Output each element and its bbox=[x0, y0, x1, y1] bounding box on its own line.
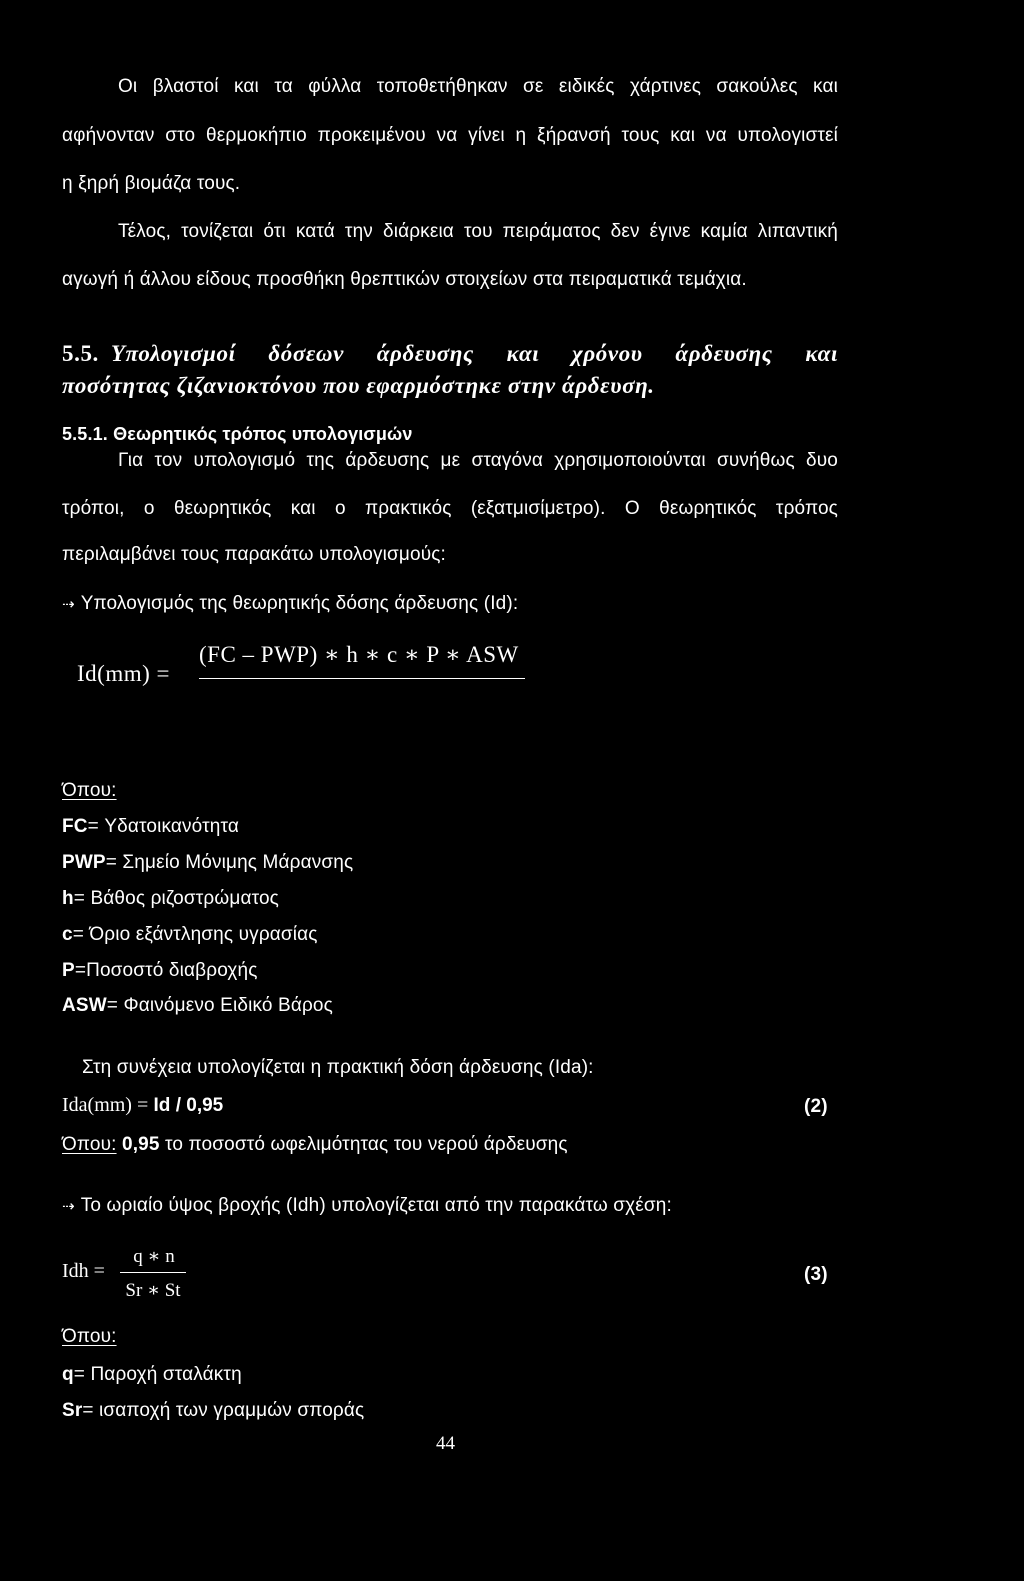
def-q bbox=[62, 1364, 242, 1386]
def-term: Sr bbox=[62, 1400, 83, 1421]
bullet-theoretical-dose-text: Υπολογισμός της θεωρητικής δόσης άρδευσης (Id): bbox=[80, 593, 519, 614]
bullet-hourly-rainfall bbox=[62, 1195, 672, 1217]
para2-line-2: τρόποι, ο θεωρητικός και ο πρακτικός (εξατμισίμετρο). Ο θεωρητικός τρόπος bbox=[62, 498, 838, 519]
formula3-denominator: Sr ∗ St bbox=[125, 1280, 181, 1301]
def-c bbox=[62, 924, 318, 946]
formula1-numerator: (FC – PWP) ∗ h ∗ c ∗ P ∗ ASW bbox=[199, 642, 519, 667]
equation-number-2: (2) bbox=[804, 1096, 828, 1117]
formula3-fraction-bar bbox=[120, 1272, 186, 1273]
subsection-number: 5.5.1. bbox=[62, 424, 108, 444]
section-title-line-2: ποσότητας ζιζανιοκτόνου που εφαρμόστηκε στην άρδευση. bbox=[62, 373, 655, 398]
formula2 bbox=[62, 1094, 223, 1117]
para2-line-1: Για τον υπολογισμό της άρδευσης με σταγόνα χρησιμοποιούνται συνήθως δυο bbox=[118, 450, 838, 471]
def-term: P bbox=[62, 960, 75, 981]
intro-line-2: αφήνονταν στο θερμοκήπιο προκειμένου να γίνει η ξήρανσή τους και να υπολογιστεί bbox=[62, 125, 838, 146]
formula2-rhs: Id / 0,95 bbox=[153, 1095, 224, 1116]
page-number: 44 bbox=[436, 1433, 455, 1454]
where2-text: το ποσοστό ωφελιμότητας του νερού άρδευσης bbox=[165, 1134, 568, 1155]
def-text: =Ποσοστό διαβροχής bbox=[74, 960, 258, 981]
def-term: FC bbox=[62, 816, 88, 837]
def-pwp bbox=[62, 852, 353, 874]
bullet-theoretical-dose bbox=[62, 593, 518, 615]
where3-label: Όπου: bbox=[62, 1326, 117, 1347]
practical-intro: Στη συνέχεια υπολογίζεται η πρακτική δόση άρδευσης (Ida): bbox=[82, 1057, 594, 1078]
subsection-title: Θεωρητικός τρόπος υπολογισμών bbox=[113, 424, 413, 444]
intro-line-4: Τέλος, τονίζεται ότι κατά την διάρκεια του πειράματος δεν έγινε καμία λιπαντική bbox=[118, 221, 838, 242]
def-text: = Όριο εξάντλησης υγρασίας bbox=[72, 924, 318, 945]
intro-line-1: Οι βλαστοί και τα φύλλα τοποθετήθηκαν σε ειδικές χάρτινες σακούλες και bbox=[118, 76, 838, 97]
bullet-hourly-rainfall-text: Το ωριαίο ύψος βροχής (Idh) υπολογίζεται από την παρακάτω σχέση: bbox=[80, 1195, 672, 1216]
arrow-right-icon: ⇢ bbox=[62, 595, 75, 613]
def-term: h bbox=[62, 888, 74, 909]
section-number: 5.5. bbox=[62, 341, 99, 366]
def-h bbox=[62, 888, 279, 910]
formula2-lhs: Ida(mm) = bbox=[62, 1094, 149, 1116]
subsection-heading bbox=[62, 424, 413, 445]
section-heading bbox=[62, 341, 838, 367]
where-label: Όπου: bbox=[62, 780, 117, 801]
where2-value: 0,95 bbox=[121, 1134, 160, 1155]
formula3-numerator: q ∗ n bbox=[133, 1246, 175, 1267]
def-asw bbox=[62, 995, 333, 1017]
def-text: = Βάθος ριζοστρώματος bbox=[73, 888, 279, 909]
def-sr bbox=[62, 1400, 364, 1422]
formula1-lhs: Id(mm) = bbox=[77, 661, 170, 686]
section-title-line-1: Υπολογισμοί δόσεων άρδευσης και χρόνου άρδευσης και bbox=[110, 341, 838, 366]
def-p bbox=[62, 960, 258, 982]
def-term: q bbox=[62, 1364, 74, 1385]
where2 bbox=[62, 1134, 568, 1156]
formula3-lhs: Idh = bbox=[62, 1260, 105, 1282]
def-text: = Σημείο Μόνιμης Μάρανσης bbox=[105, 852, 354, 873]
def-term: ASW bbox=[62, 995, 107, 1016]
def-text: = Υδατοικανότητα bbox=[87, 816, 240, 837]
def-text: = ισαποχή των γραμμών σποράς bbox=[82, 1400, 365, 1421]
def-term: c bbox=[62, 924, 73, 945]
equation-number-3: (3) bbox=[804, 1264, 828, 1285]
def-term: PWP bbox=[62, 852, 106, 873]
def-text: = Παροχή σταλάκτη bbox=[73, 1364, 242, 1385]
arrow-right-icon: ⇢ bbox=[62, 1197, 75, 1215]
intro-line-5: αγωγή ή άλλου είδους προσθήκη θρεπτικών στοιχείων στα πειραματικά τεμάχια. bbox=[62, 269, 747, 290]
def-text: = Φαινόμενο Ειδικό Βάρος bbox=[106, 995, 333, 1016]
intro-line-3: η ξηρή βιομάζα τους. bbox=[62, 173, 241, 194]
where2-label: Όπου: bbox=[62, 1134, 117, 1155]
formula1-fraction-bar bbox=[199, 678, 525, 679]
para2-line-3: περιλαμβάνει τους παρακάτω υπολογισμούς: bbox=[62, 544, 446, 565]
def-fc bbox=[62, 816, 239, 838]
